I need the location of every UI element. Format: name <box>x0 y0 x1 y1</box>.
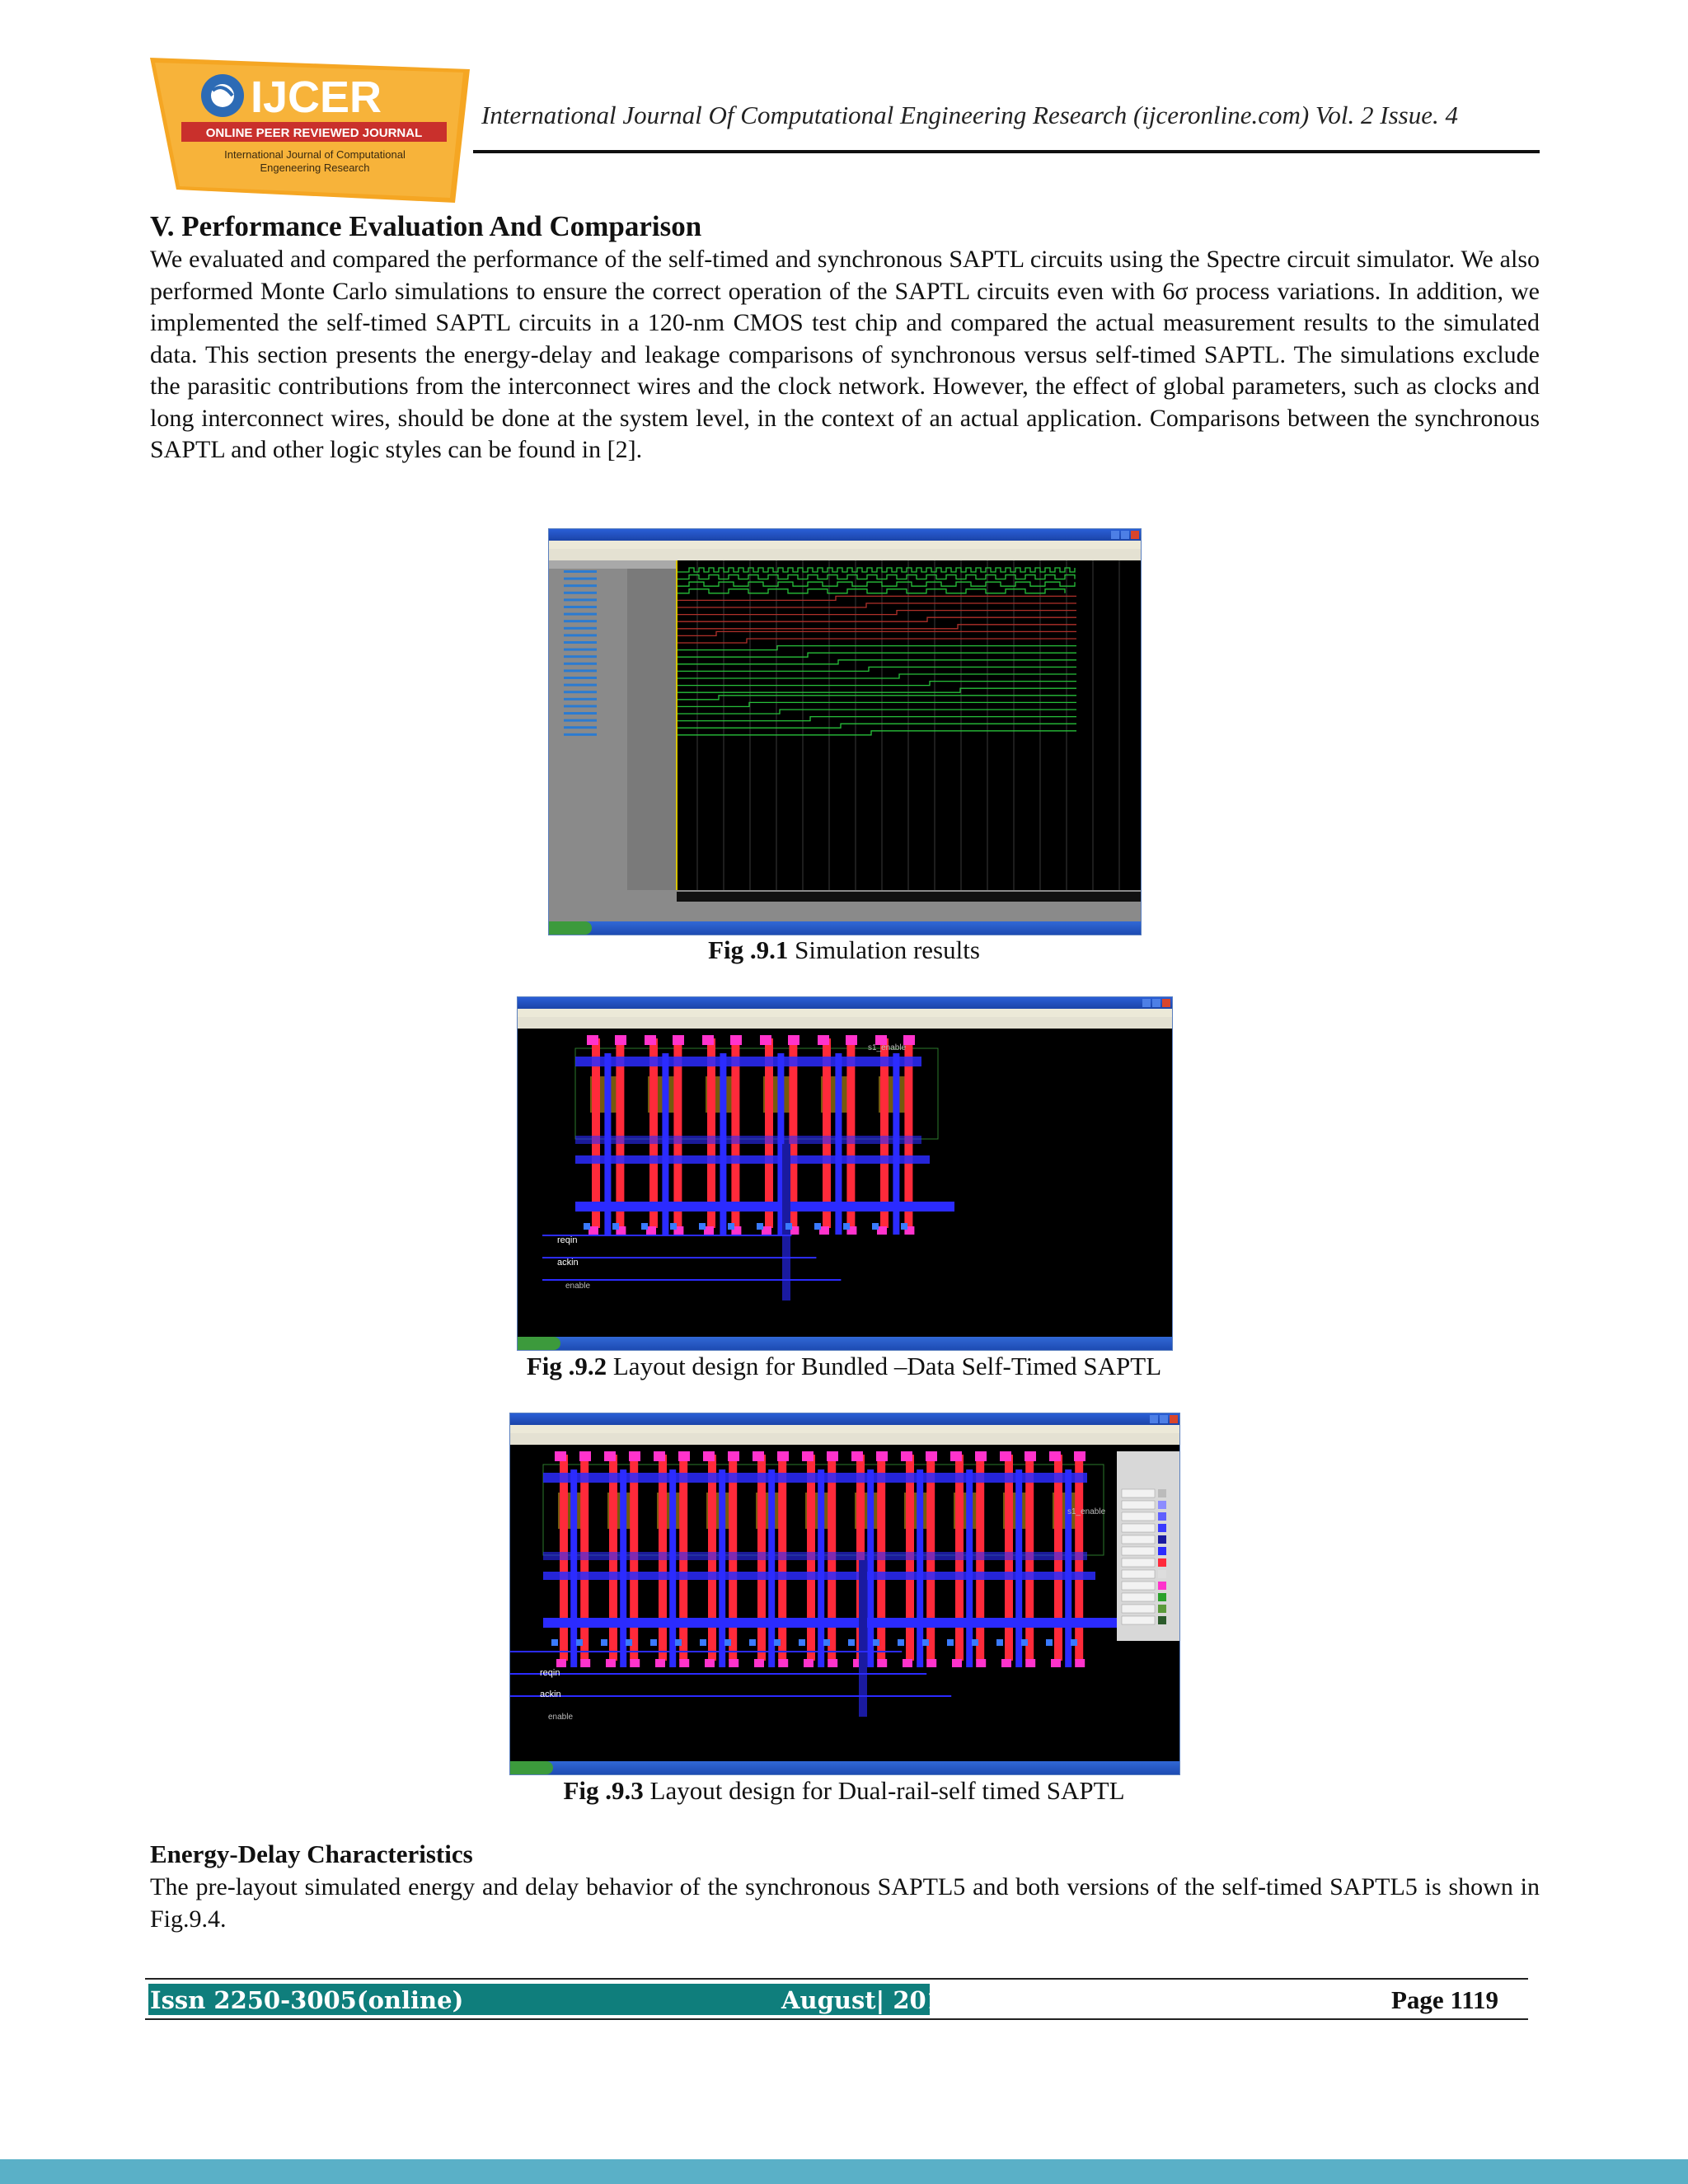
subsection-paragraph: The pre-layout simulated energy and delay behavior of the synchronous SAPTL5 and both versions of the self-timed SAPTL5 is shown in Fig.9.4. <box>150 1873 1540 1933</box>
figure-layout-dual-rail <box>509 1413 1180 1775</box>
waveform-view <box>549 560 1141 921</box>
label-enable: enable <box>565 1282 591 1291</box>
footer-top-rule <box>145 1978 1528 1980</box>
footer-issn: Issn 2250-3005(online) <box>150 1986 464 2014</box>
figure-layout-bundled-data <box>517 996 1173 1351</box>
window-buttons-icon <box>1111 531 1139 539</box>
toolbar <box>549 549 1141 561</box>
label-reqin: reqin <box>557 1235 578 1245</box>
header-divider <box>473 150 1540 153</box>
layout-canvas <box>510 1445 1179 1761</box>
start-button-icon <box>518 1337 560 1350</box>
layout-canvas <box>518 1029 1172 1337</box>
taskbar <box>518 1337 1172 1350</box>
label-s1-enable: s1_enable <box>868 1043 907 1052</box>
journal-logo <box>150 58 470 203</box>
journal-title: International Journal Of Computational Engineering Research (ijceronline.com) Vol. 2 Issue. 4 <box>481 101 1458 129</box>
figure-caption-9-3: Fig .9.3 Layout design for Dual-rail-self timed SAPTL <box>563 1776 1125 1805</box>
label-reqin: reqin <box>540 1668 560 1678</box>
window-buttons-icon <box>1150 1415 1178 1423</box>
figure-caption-9-2: Fig .9.2 Layout design for Bundled –Data Self-Timed SAPTL <box>526 1352 1162 1380</box>
start-button-icon <box>510 1761 553 1774</box>
footer-date: August| 2012 <box>781 1986 960 2014</box>
section-title: V. Performance Evaluation And Comparison <box>150 210 702 242</box>
subsection-title: Energy-Delay Characteristics <box>150 1840 473 1868</box>
window-buttons-icon <box>1142 999 1170 1007</box>
label-ackin: ackin <box>540 1690 561 1699</box>
logo-text: IJCER <box>251 73 382 122</box>
label-ackin: ackin <box>557 1258 579 1268</box>
page-bottom-band <box>0 2159 1688 2184</box>
toolbar <box>518 1017 1172 1029</box>
figure-caption-9-1: Fig .9.1 Simulation results <box>708 935 980 964</box>
figure-simulation-screenshot <box>548 528 1142 935</box>
taskbar <box>510 1761 1179 1774</box>
label-s1-enable: s1_enable <box>1067 1507 1106 1516</box>
logo-sub1: International Journal of Computational <box>224 148 406 161</box>
logo-sub2: Engeneering Research <box>260 162 370 174</box>
logo-banner: ONLINE PEER REVIEWED JOURNAL <box>205 126 423 140</box>
label-enable: enable <box>548 1713 574 1722</box>
footer-bottom-rule <box>145 2018 1528 2020</box>
toolbar <box>510 1433 1179 1446</box>
start-button-icon <box>549 921 592 935</box>
taskbar <box>549 921 1141 935</box>
section-paragraph: We evaluated and compared the performance of the self-timed and synchronous SAPTL circuits using the Spectre circuit simulator. We also performed Monte Carlo simulations to ensure the correct operation of the SAPTL circuits even with 6σ process variations. In addition, we implemented the self-timed SAPTL circuits in a 120-nm CMOS test chip and compared the actual measurement results to the simulated data. This section presents the energy-delay and leakage comparisons of synchronous versus self-timed SAPTL. The simulations exclude the parasitic contributions from the interconnect wires and the clock network. However, the effect of global parameters, such as clocks and long interconnect wires, should be done at the system level, in the context of an actual application. Comparisons between the synchronous SAPTL and other logic styles can be found in [2]. <box>150 246 1540 463</box>
footer-page-number: Page 1119 <box>1391 1985 1499 2014</box>
